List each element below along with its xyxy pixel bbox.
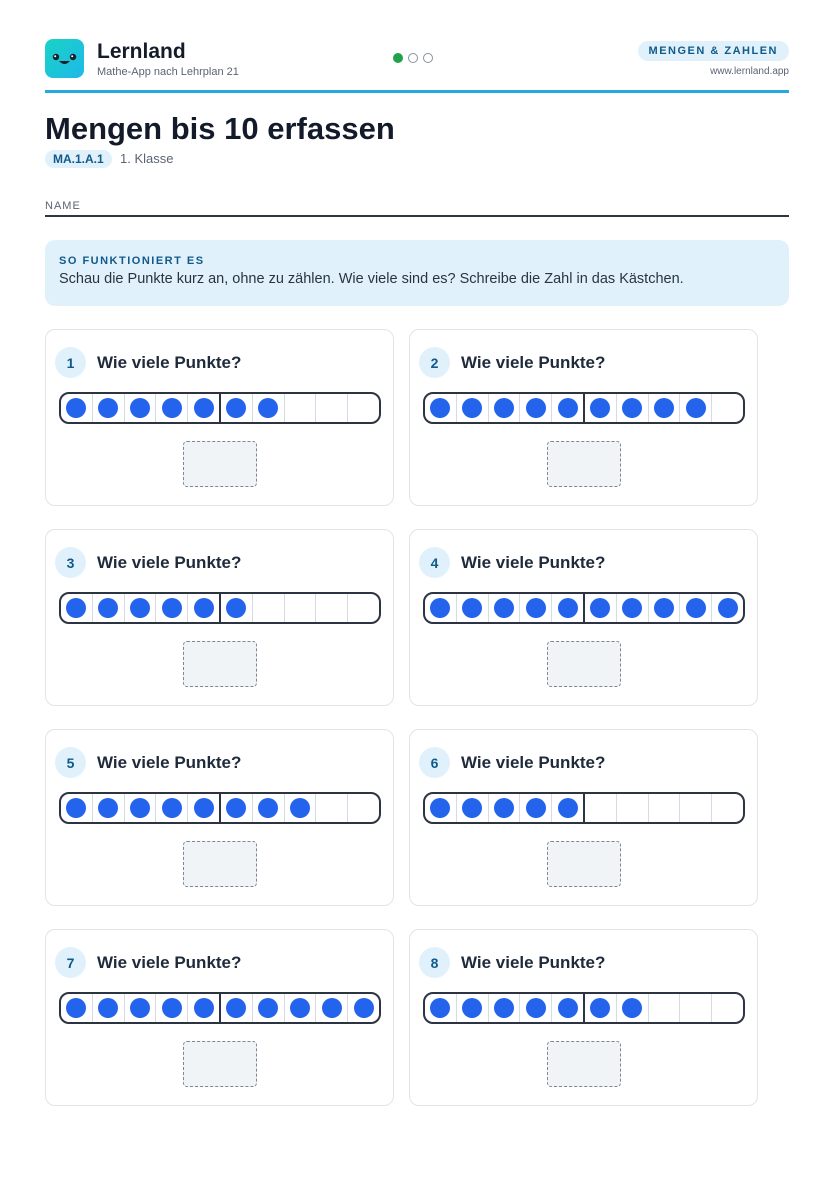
dot <box>354 998 374 1018</box>
instructions-text: Schau die Punkte kurz an, ohne zu zählen. Wie viele sind es? Schreibe die Zahl in das Kästchen. <box>59 271 684 287</box>
ten-frame-cell <box>221 994 253 1022</box>
progress-dot <box>423 53 433 63</box>
brand-subtitle: Mathe-App nach Lehrplan 21 <box>97 66 239 78</box>
ten-frame-cell <box>156 994 188 1022</box>
dot <box>494 398 514 418</box>
dot <box>66 998 86 1018</box>
ten-frame-cell <box>520 394 552 422</box>
task-question: Wie viele Punkte? <box>97 953 242 972</box>
dot <box>162 998 182 1018</box>
ten-frame-cell <box>156 594 188 622</box>
progress-indicator <box>393 53 433 63</box>
brand-name: Lernland <box>97 40 186 63</box>
task-number: 7 <box>55 947 86 978</box>
ten-frame-cell <box>489 994 521 1022</box>
ten-frame <box>59 392 381 424</box>
dot <box>558 598 578 618</box>
dot <box>130 398 150 418</box>
ten-frame-cell <box>221 594 253 622</box>
dot <box>98 398 118 418</box>
task-card <box>45 529 394 706</box>
dot <box>98 998 118 1018</box>
ten-frame-cell <box>348 794 379 822</box>
task-question: Wie viele Punkte? <box>461 553 606 572</box>
ten-frame-cell <box>93 994 125 1022</box>
dot <box>526 598 546 618</box>
ten-frame-cell <box>125 994 157 1022</box>
ten-frame-cell <box>680 994 712 1022</box>
answer-box[interactable] <box>183 641 257 687</box>
ten-frame-cell <box>253 994 285 1022</box>
ten-frame-cell <box>457 394 489 422</box>
dot <box>430 998 450 1018</box>
answer-box[interactable] <box>547 441 621 487</box>
dot <box>622 598 642 618</box>
ten-frame-cell <box>489 394 521 422</box>
ten-frame-cell <box>156 794 188 822</box>
dot <box>226 598 246 618</box>
task-card <box>409 929 758 1106</box>
ten-frame-cell <box>585 994 617 1022</box>
ten-frame <box>423 992 745 1024</box>
task-card <box>409 529 758 706</box>
ten-frame <box>59 992 381 1024</box>
dot <box>194 398 214 418</box>
task-card <box>409 329 758 506</box>
ten-frame-cell <box>188 794 221 822</box>
answer-box[interactable] <box>183 441 257 487</box>
dot <box>462 598 482 618</box>
dot <box>494 598 514 618</box>
dot <box>558 398 578 418</box>
progress-dot <box>408 53 418 63</box>
task-number: 3 <box>55 547 86 578</box>
dot <box>494 998 514 1018</box>
ten-frame-cell <box>585 794 617 822</box>
dot <box>462 398 482 418</box>
ten-frame-cell <box>221 394 253 422</box>
dot <box>162 398 182 418</box>
progress-dot <box>393 53 403 63</box>
ten-frame-cell <box>712 794 743 822</box>
task-card <box>45 929 394 1106</box>
ten-frame-cell <box>457 794 489 822</box>
task-question: Wie viele Punkte? <box>461 953 606 972</box>
dot <box>130 998 150 1018</box>
ten-frame-cell <box>285 794 317 822</box>
ten-frame-cell <box>61 394 93 422</box>
ten-frame-cell <box>348 994 379 1022</box>
ten-frame <box>423 792 745 824</box>
ten-frame-cell <box>221 794 253 822</box>
dot <box>430 398 450 418</box>
answer-box[interactable] <box>547 641 621 687</box>
dot <box>430 598 450 618</box>
dot <box>98 598 118 618</box>
ten-frame-cell <box>649 994 681 1022</box>
instructions-box <box>45 240 789 306</box>
instructions-title: SO FUNKTIONIERT ES <box>59 255 205 267</box>
dot <box>162 798 182 818</box>
ten-frame-cell <box>617 394 649 422</box>
ten-frame <box>423 592 745 624</box>
ten-frame-cell <box>552 994 585 1022</box>
ten-frame-cell <box>61 994 93 1022</box>
dot <box>686 598 706 618</box>
page-title: Mengen bis 10 erfassen <box>45 111 395 146</box>
ten-frame-cell <box>316 594 348 622</box>
dot <box>686 398 706 418</box>
dot <box>258 998 278 1018</box>
dot <box>718 598 738 618</box>
ten-frame-cell <box>520 794 552 822</box>
ten-frame-cell <box>712 594 743 622</box>
dot <box>590 598 610 618</box>
dot <box>66 398 86 418</box>
ten-frame-cell <box>457 994 489 1022</box>
ten-frame-cell <box>316 794 348 822</box>
ten-frame-cell <box>617 794 649 822</box>
dot <box>526 998 546 1018</box>
task-number: 1 <box>55 347 86 378</box>
ten-frame-cell <box>93 794 125 822</box>
ten-frame-cell <box>617 594 649 622</box>
ten-frame-cell <box>316 994 348 1022</box>
ten-frame-cell <box>489 594 521 622</box>
ten-frame <box>59 592 381 624</box>
task-card <box>45 329 394 506</box>
dot <box>66 798 86 818</box>
ten-frame-cell <box>649 794 681 822</box>
ten-frame-cell <box>457 594 489 622</box>
ten-frame-cell <box>712 394 743 422</box>
dot <box>226 398 246 418</box>
dot <box>98 798 118 818</box>
ten-frame-cell <box>425 594 457 622</box>
worksheet <box>45 38 789 287</box>
dot <box>258 798 278 818</box>
task-question: Wie viele Punkte? <box>461 353 606 372</box>
task-number: 6 <box>419 747 450 778</box>
task-card <box>409 729 758 906</box>
ten-frame-cell <box>125 594 157 622</box>
dot <box>130 798 150 818</box>
ten-frame-cell <box>188 994 221 1022</box>
ten-frame-cell <box>520 994 552 1022</box>
dot <box>526 798 546 818</box>
task-card <box>45 729 394 906</box>
ten-frame-cell <box>425 394 457 422</box>
ten-frame <box>59 792 381 824</box>
dot <box>654 398 674 418</box>
dot <box>290 798 310 818</box>
dot <box>526 398 546 418</box>
task-question: Wie viele Punkte? <box>97 553 242 572</box>
dot <box>494 798 514 818</box>
dot <box>66 598 86 618</box>
ten-frame-cell <box>585 394 617 422</box>
ten-frame-cell <box>585 594 617 622</box>
ten-frame-cell <box>680 594 712 622</box>
ten-frame-cell <box>617 994 649 1022</box>
ten-frame-cell <box>125 794 157 822</box>
dot <box>558 798 578 818</box>
ten-frame-cell <box>285 994 317 1022</box>
ten-frame-cell <box>552 594 585 622</box>
logo-icon <box>45 39 84 78</box>
ten-frame-cell <box>649 394 681 422</box>
ten-frame-cell <box>61 794 93 822</box>
task-question: Wie viele Punkte? <box>97 753 242 772</box>
answer-box[interactable] <box>547 1041 621 1087</box>
answer-box[interactable] <box>547 841 621 887</box>
ten-frame-cell <box>156 394 188 422</box>
ten-frame-cell <box>552 794 585 822</box>
task-number: 4 <box>419 547 450 578</box>
dot <box>322 998 342 1018</box>
ten-frame-cell <box>253 394 285 422</box>
dot <box>130 598 150 618</box>
ten-frame-cell <box>348 394 379 422</box>
dot <box>290 998 310 1018</box>
dot <box>590 398 610 418</box>
header <box>45 38 789 92</box>
curriculum-code-badge: MA.1.A.1 <box>45 150 112 168</box>
website-url: www.lernland.app <box>710 66 789 77</box>
ten-frame-cell <box>712 994 743 1022</box>
ten-frame-cell <box>489 794 521 822</box>
ten-frame-cell <box>316 394 348 422</box>
ten-frame-cell <box>61 594 93 622</box>
ten-frame-cell <box>425 794 457 822</box>
ten-frame-cell <box>285 594 317 622</box>
dot <box>430 798 450 818</box>
grade-label: 1. Klasse <box>120 151 174 166</box>
ten-frame-cell <box>125 394 157 422</box>
task-question: Wie viele Punkte? <box>461 753 606 772</box>
topic-badge: MENGEN & ZAHLEN <box>638 41 789 61</box>
dot <box>622 398 642 418</box>
dot <box>654 598 674 618</box>
ten-frame-cell <box>348 594 379 622</box>
name-label: NAME <box>45 200 81 212</box>
answer-box[interactable] <box>183 841 257 887</box>
dot <box>226 798 246 818</box>
ten-frame-cell <box>93 594 125 622</box>
dot <box>622 998 642 1018</box>
ten-frame-cell <box>253 794 285 822</box>
dot <box>462 998 482 1018</box>
ten-frame-cell <box>552 394 585 422</box>
ten-frame-cell <box>253 594 285 622</box>
ten-frame <box>423 392 745 424</box>
header-divider <box>45 90 789 93</box>
ten-frame-cell <box>680 394 712 422</box>
dot <box>194 598 214 618</box>
ten-frame-cell <box>649 594 681 622</box>
task-number: 8 <box>419 947 450 978</box>
answer-box[interactable] <box>183 1041 257 1087</box>
task-question: Wie viele Punkte? <box>97 353 242 372</box>
dot <box>258 398 278 418</box>
ten-frame-cell <box>285 394 317 422</box>
ten-frame-cell <box>425 994 457 1022</box>
dot <box>194 998 214 1018</box>
name-field[interactable] <box>45 215 789 217</box>
ten-frame-cell <box>680 794 712 822</box>
dot <box>226 998 246 1018</box>
ten-frame-cell <box>188 594 221 622</box>
dot <box>462 798 482 818</box>
dot <box>194 798 214 818</box>
task-number: 5 <box>55 747 86 778</box>
ten-frame-cell <box>188 394 221 422</box>
ten-frame-cell <box>520 594 552 622</box>
dot <box>590 998 610 1018</box>
ten-frame-cell <box>93 394 125 422</box>
dot <box>558 998 578 1018</box>
task-number: 2 <box>419 347 450 378</box>
dot <box>162 598 182 618</box>
